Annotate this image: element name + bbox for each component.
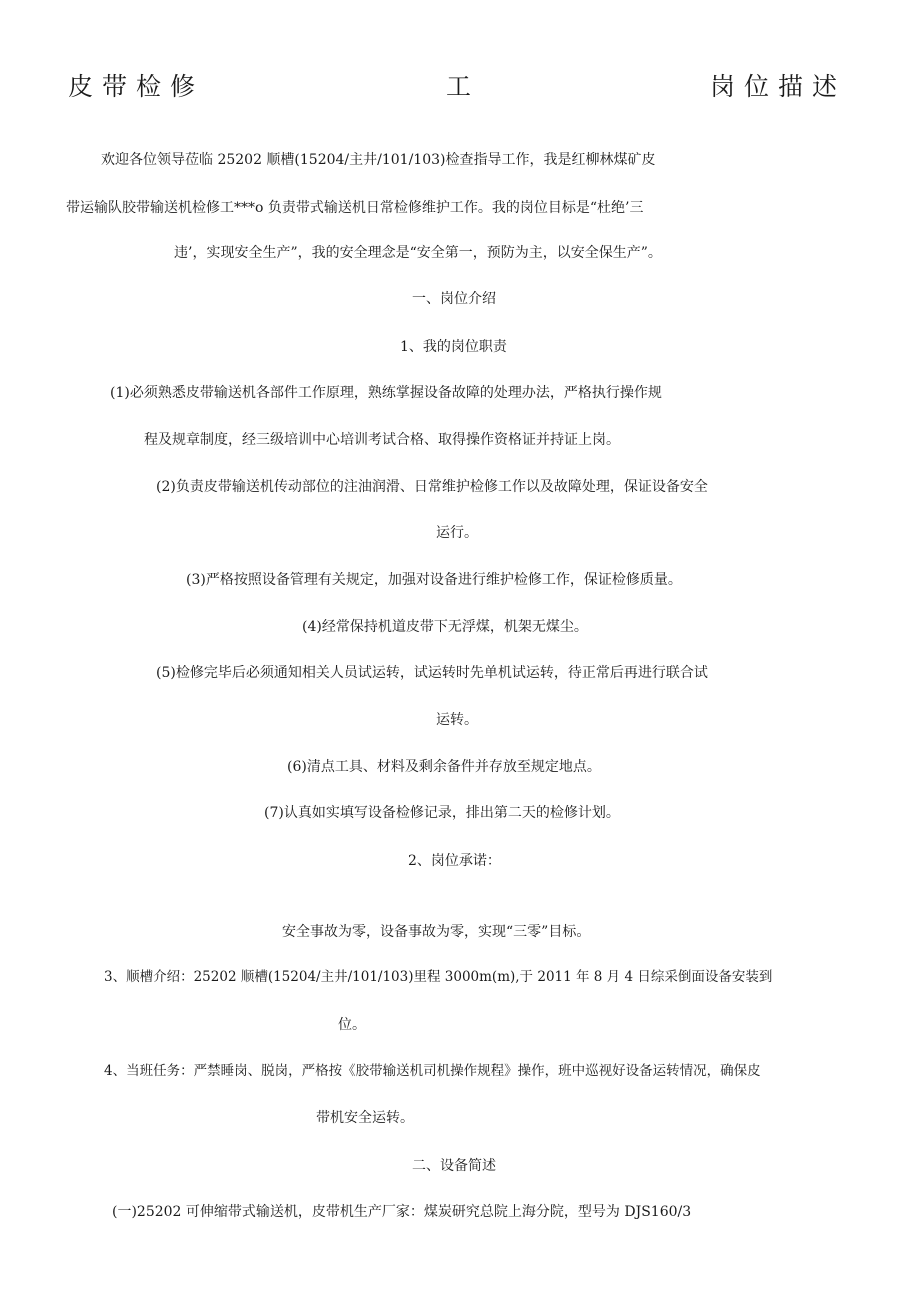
duty-2-line-2: 运行。: [436, 525, 478, 541]
duty-5-line-2: 运转。: [436, 712, 478, 728]
duty-2-line-1: (2)负责皮带输送机传动部位的注油润滑、日常维护检修工作以及故障处理，保证设备安全: [156, 479, 708, 495]
duty-7: (7)认真如实填写设备检修记录，排出第二天的检修计划。: [264, 805, 620, 821]
section1-sub1: 1、我的岗位职责: [400, 339, 507, 355]
section2-heading: 二、设备简述: [412, 1158, 496, 1174]
duty-3: (3)严格按照设备管理有关规定，加强对设备进行维护检修工作，保证检修质量。: [186, 572, 682, 588]
section1-heading: 一、岗位介绍: [412, 291, 496, 307]
promise-text: 安全事故为零，设备事故为零，实现“三零”目标。: [282, 924, 591, 940]
title-right: 岗位描述: [710, 72, 847, 101]
duty-1-line-2: 程及规章制度，经三级培训中心培训考试合格、取得操作资格证并持证上岗。: [144, 432, 620, 448]
duty-1-line-1: (1)必须熟悉皮带输送机各部件工作原理，熟练掌握设备故障的处理办法，严格执行操作规: [110, 385, 662, 401]
sub4-line-2: 带机安全运转。: [316, 1110, 414, 1126]
intro-line-2: 带运输队胶带输送机检修工***o 负责带式输送机日常检修维护工作。我的岗位目标是“杜绝’三: [66, 200, 644, 216]
title-center: 工: [446, 72, 481, 101]
sub4-line-1: 4、当班任务：严禁睡岗、脱岗，严格按《胶带输送机司机操作规程》操作，班中巡视好设备运转情况，确保皮: [104, 1063, 761, 1079]
title-left: 皮带检修: [68, 72, 205, 101]
duty-4: (4)经常保持机道皮带下无浮煤，机架无煤尘。: [302, 619, 588, 635]
sub3-line-2: 位。: [338, 1017, 366, 1033]
section2-item-1: (一)25202 可伸缩带式输送机，皮带机生产厂家：煤炭研究总院上海分院，型号为 DJS160/3: [112, 1204, 692, 1220]
duty-6: (6)清点工具、材料及剩余备件并存放至规定地点。: [287, 759, 601, 775]
duty-5-line-1: (5)检修完毕后必须通知相关人员试运转，试运转时先单机试运转，待正常后再进行联合试: [156, 665, 708, 681]
intro-line-3: 违’，实现安全生产”，我的安全理念是“安全第一，预防为主，以安全保生产”。: [174, 245, 662, 261]
section1-sub2: 2、岗位承诺：: [408, 853, 501, 869]
intro-line-1: 欢迎各位领导莅临 25202 顺槽(15204/主井/101/103)检查指导工作，我是红柳林煤矿皮: [101, 152, 656, 168]
sub3-line-1: 3、顺槽介绍：25202 顺槽(15204/主井/101/103)里程 3000m(m),于 2011 年 8 月 4 日综采倒面设备安装到: [104, 969, 773, 985]
